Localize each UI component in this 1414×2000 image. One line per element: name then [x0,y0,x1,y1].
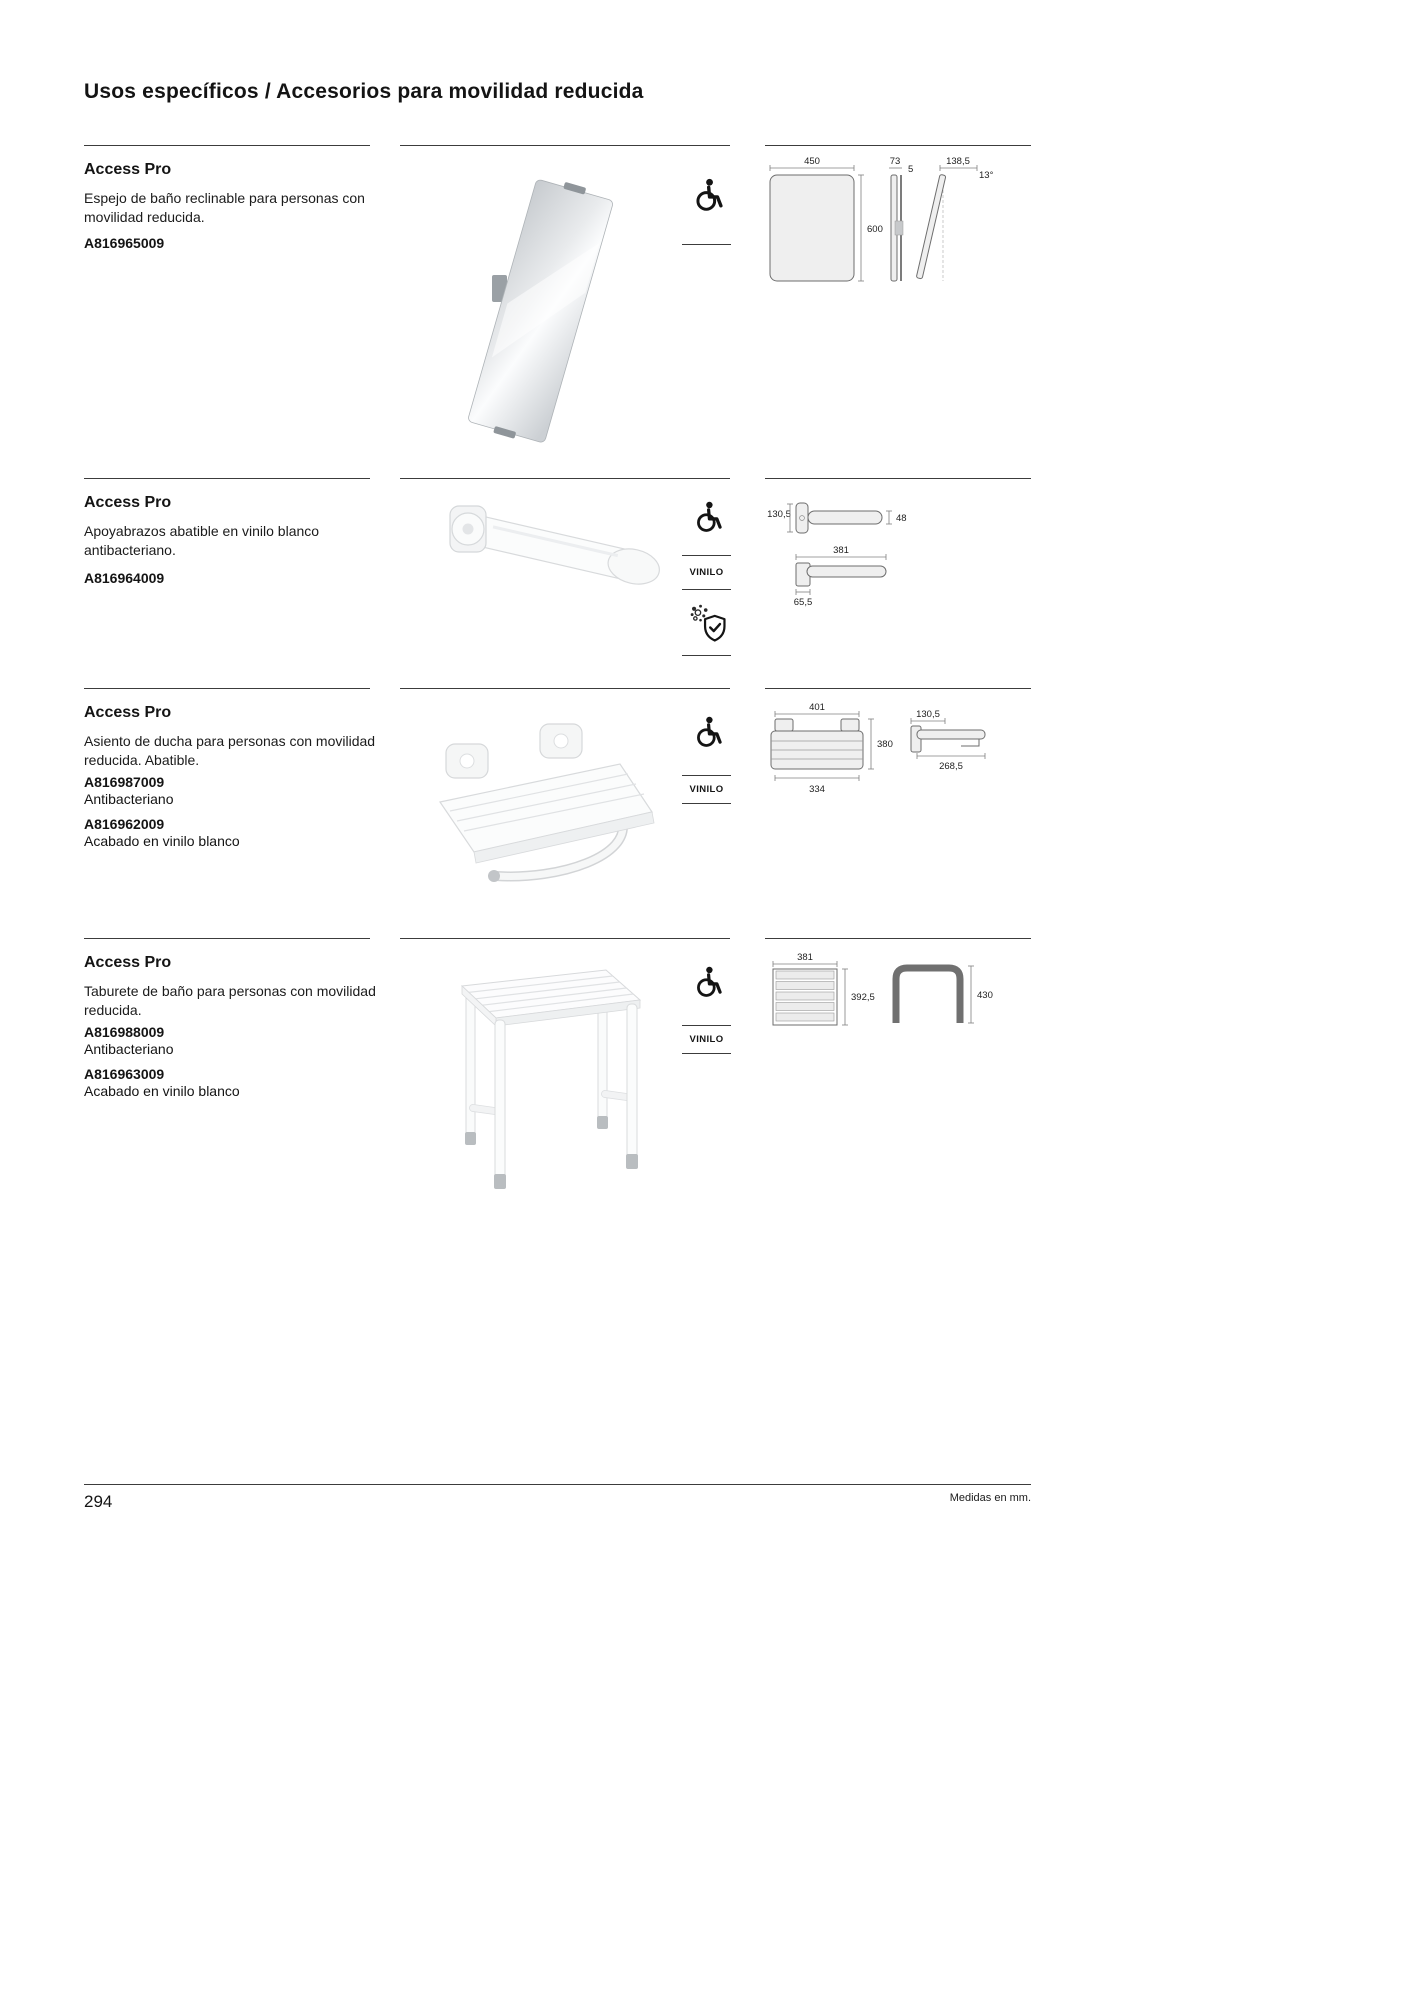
product-section-mirror [0,145,1414,478]
dim-label: 430 [977,990,993,1001]
wheelchair-icon [682,145,731,245]
dim-label: 65,5 [793,597,813,608]
section-divider [400,688,730,689]
section-divider [84,938,370,939]
product-section-shower-seat [0,688,1414,938]
vinilo-badge [682,1026,731,1054]
measurements-note: Medidas en mm. [949,1492,1031,1504]
sku-code: A816963009 [84,1066,165,1082]
wheelchair-icon [682,938,731,1026]
section-divider [400,478,730,479]
page-number: 294 [84,1492,113,1511]
dim-label: 600 [867,224,883,235]
dim-label: 334 [809,784,825,795]
section-divider [84,145,370,146]
dim-label: 392,5 [851,992,875,1003]
section-divider [84,478,370,479]
sku-note: Antibacteriano [84,1041,174,1057]
dim-label: 380 [877,739,893,750]
product-photo-mirror [400,163,730,463]
dim-label: 73 [889,156,901,167]
sku-code: A816987009 [84,774,165,790]
dim-label: 450 [804,156,820,167]
sku-note: Acabado en vinilo blanco [84,1083,240,1099]
badge-column [682,478,731,656]
vinilo-badge [682,556,731,590]
section-divider [400,938,730,939]
sku-note: Antibacteriano [84,791,174,807]
sku-group [84,774,174,808]
footer-divider [84,1484,1031,1485]
sku-code: A816962009 [84,816,165,832]
vinilo-label: VINILO [689,1034,724,1045]
product-name: Access Pro [84,161,172,178]
sku-code: A816965009 [84,235,165,251]
dimension-diagram [765,952,1031,1057]
section-divider [765,688,1031,689]
product-description: Asiento de ducha para personas con movilidad reducida. Abatible. [84,733,376,768]
product-description: Taburete de baño para personas con movilidad reducida. [84,983,376,1018]
section-divider [765,478,1031,479]
vinilo-badge [682,776,731,804]
dimension-diagram [765,496,1031,616]
wheelchair-icon [682,478,731,556]
dimension-diagram [765,702,1031,807]
sku-group [84,816,240,850]
dim-label: 130,5 [916,709,940,720]
sku-group [84,1024,174,1058]
dim-label: 268,5 [939,761,963,772]
product-photo-stool [400,956,730,1231]
dim-label: 381 [833,545,849,556]
sku-group [84,235,164,252]
badge-column [682,145,731,245]
product-name: Access Pro [84,494,172,511]
dim-label: 130,5 [767,509,791,520]
section-divider [400,145,730,146]
section-divider [765,145,1031,146]
antibacterial-icon [682,590,731,656]
dim-label: 5 [908,164,914,175]
section-divider [84,688,370,689]
wheelchair-icon [682,688,731,776]
vinilo-label: VINILO [689,784,724,795]
dim-label: 13° [979,170,994,181]
dim-label: 48 [896,513,907,524]
product-name: Access Pro [84,954,172,971]
product-photo-armrest [400,500,730,640]
product-description: Apoyabrazos abatible en vinilo blanco antibacteriano. [84,523,320,558]
badge-column [682,688,731,804]
product-section-stool [0,938,1414,1238]
vinilo-label: VINILO [689,567,724,578]
dim-label: 381 [797,952,813,963]
sku-group [84,1066,240,1100]
section-divider [765,938,1031,939]
dim-label: 401 [809,702,825,713]
sku-group [84,570,164,587]
sku-code: A816964009 [84,570,165,586]
product-section-armrest [0,478,1414,688]
product-description: Espejo de baño reclinable para personas con movilidad reducida. [84,190,365,225]
product-photo-shower-seat [400,716,730,906]
dim-label: 138,5 [946,156,970,167]
product-name: Access Pro [84,704,172,721]
sku-code: A816988009 [84,1024,165,1040]
badge-column [682,938,731,1054]
dimension-diagram [765,155,1031,300]
page-title: Usos específicos / Accesorios para movilidad reducida [84,80,644,103]
sku-note: Acabado en vinilo blanco [84,833,240,849]
